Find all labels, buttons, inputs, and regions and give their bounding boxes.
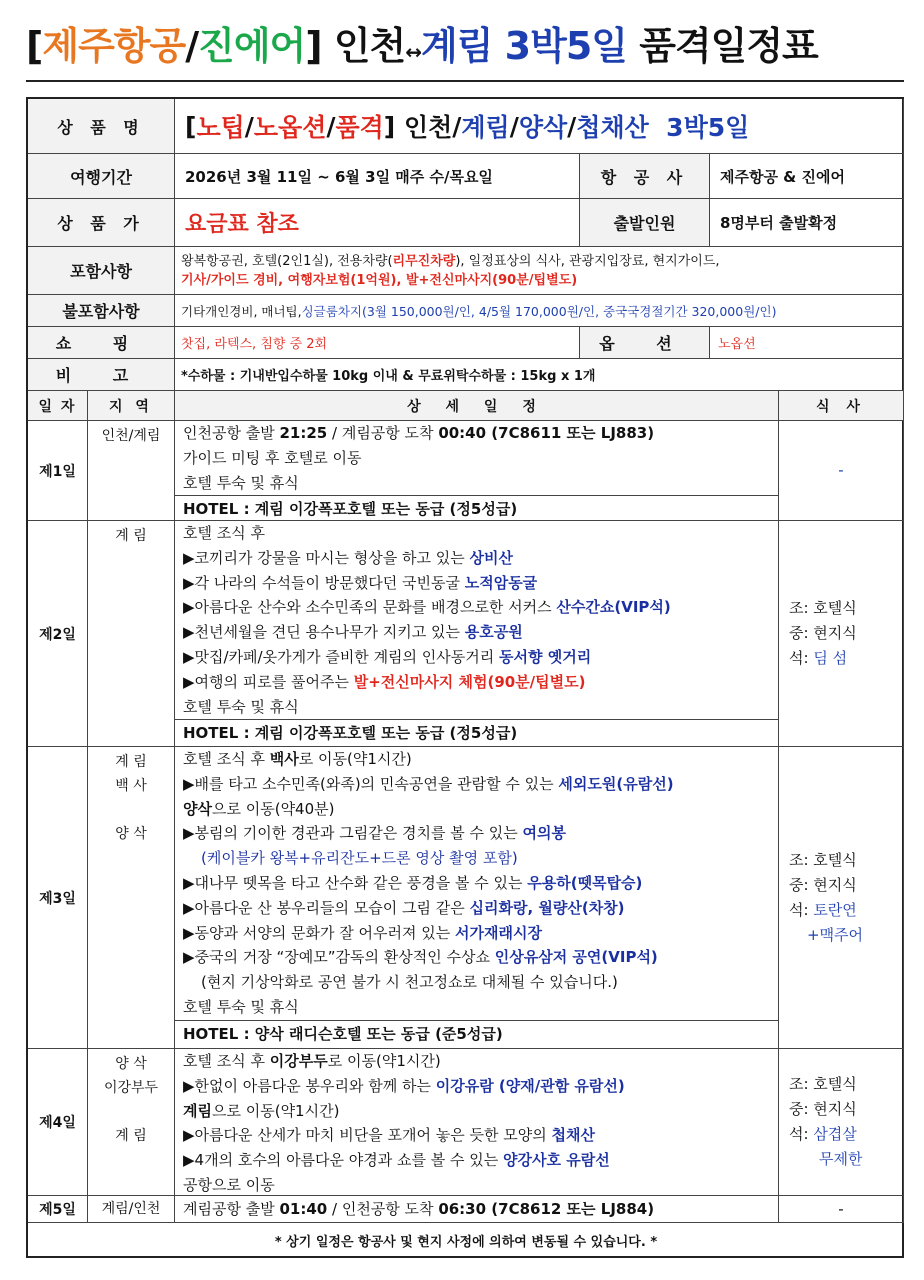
day-1-detail bbox=[175, 421, 779, 521]
day-2-meals: 조: 호텔식 중: 현지식 석: 딤 섬 bbox=[779, 521, 904, 747]
header-day: 일 자 bbox=[28, 391, 88, 421]
airline-value: 제주항공 & 진에어 bbox=[710, 154, 904, 199]
day-3-line: 호텔 투숙 및 휴식 bbox=[183, 997, 299, 1016]
day-1-region: 인천/계림 bbox=[88, 421, 175, 521]
page-title: [제주항공/진에어] 인천↔계림 3박5일 품격일정표 bbox=[26, 24, 818, 68]
day-3-line: ▶아름다운 산 봉우리들의 모습이 그림 같은 십리화랑, 월량산(차창) bbox=[183, 898, 625, 917]
day-3-line: (현지 기상악화로 공연 불가 시 천고정쇼로 대체될 수 있습니다.) bbox=[201, 973, 618, 992]
day-2-line: ▶아름다운 산수와 소수민족의 문화를 배경으로한 서커스 산수간쇼(VIP석) bbox=[183, 598, 671, 617]
include-value: 왕복항공권, 호텔(2인1실), 전용차량(리무진차량), 일정표상의 식사, 관광지입장료, 현지가이드, 기사/가이드 경비, 여행자보험(1억원), 발+전신마사지(90분/팁별도) bbox=[175, 247, 904, 295]
day-3-line: ▶동양과 서양의 문화가 잘 어우러져 있는 서가재래시장 bbox=[183, 923, 542, 942]
day-5-label: 제5일 bbox=[28, 1196, 88, 1223]
day-3-detail bbox=[175, 747, 779, 1049]
day-1-line: 호텔 투숙 및 휴식 bbox=[183, 473, 299, 492]
title-underline bbox=[26, 80, 904, 82]
product-label: 상 품 명 bbox=[28, 99, 175, 154]
day-3-line: ▶대나무 뗏목을 타고 산수화 같은 풍경을 볼 수 있는 우용하(뗏목탑승) bbox=[183, 873, 643, 892]
day-3-region: 계 림 백 사 양 삭 bbox=[88, 747, 175, 1049]
day-2-line: 호텔 조식 후 bbox=[183, 524, 265, 542]
price-label: 상 품 가 bbox=[28, 199, 175, 247]
itinerary-sheet bbox=[26, 97, 904, 1258]
day-1-line: 인천공항 출발 21:25 / 계림공항 도착 00:40 (7C8611 또는 LJ883) bbox=[183, 424, 655, 442]
day-4-line: ▶4개의 호수의 아름다운 야경과 쇼를 볼 수 있는 양강사호 유람선 bbox=[183, 1151, 610, 1170]
day-4-line: 공항으로 이동 bbox=[183, 1175, 275, 1194]
day-4-label: 제4일 bbox=[28, 1049, 88, 1196]
period-value: 2026년 3월 11일 ~ 6월 3일 매주 수/목요일 bbox=[175, 154, 580, 199]
day-2-line: ▶맛집/카페/옷가게가 즐비한 계림의 인사동거리 동서향 옛거리 bbox=[183, 647, 592, 666]
day-4-line: 호텔 조식 후 이강부두로 이동(약1시간) bbox=[183, 1052, 441, 1070]
day-3-line: (케이블카 왕복+유리잔도+드론 영상 촬영 포함) bbox=[201, 849, 518, 868]
header-detail: 상 세 일 정 bbox=[175, 391, 779, 421]
day-4-detail bbox=[175, 1049, 779, 1196]
day-3-label: 제3일 bbox=[28, 747, 88, 1049]
day-3-line: 양삭으로 이동(약40분) bbox=[183, 799, 335, 818]
title-airline-2: 진에어 bbox=[198, 24, 306, 68]
day-3-line: ▶중국의 거장 “장예모”감독의 환상적인 수상쇼 인상유삼저 공연(VIP석) bbox=[183, 948, 658, 967]
product-name: [ 노팁 / 노옵션 / 품격 ] 인천 / 계림 / 양삭 / 첩채산 3박5일 bbox=[175, 99, 904, 154]
day-2-line: ▶각 나라의 수석들이 방문했다던 국빈동굴 노적암동굴 bbox=[183, 573, 538, 592]
day-3-hotel: HOTEL : 양삭 래디슨호텔 또는 동급 (준5성급) bbox=[175, 1020, 778, 1046]
price-value: 요금표 참조 bbox=[175, 199, 580, 247]
title-airline-1: 제주항공 bbox=[42, 24, 186, 68]
day-5-meals: - bbox=[779, 1196, 904, 1223]
note-label: 비 고 bbox=[28, 359, 175, 391]
shopping-value: 찻집, 라텍스, 침향 중 2회 bbox=[175, 327, 580, 359]
day-3-meals: 조: 호텔식 중: 현지식 석: 토란연 +맥주어 bbox=[779, 747, 904, 1049]
day-3-line: 호텔 조식 후 백사로 이동(약1시간) bbox=[183, 750, 412, 768]
day-4-line: 계림으로 이동(약1시간) bbox=[183, 1101, 340, 1120]
min-pax-label: 출발인원 bbox=[580, 199, 710, 247]
day-2-line: ▶천년세월을 견딘 용수나무가 지키고 있는 용호공원 bbox=[183, 623, 523, 642]
day-1-line: 가이드 미팅 후 호텔로 이동 bbox=[183, 448, 362, 467]
exclude-label: 불포함사항 bbox=[28, 295, 175, 327]
day-4-line: ▶아름다운 산세가 마치 비단을 포개어 놓은 듯한 모양의 첩채산 bbox=[183, 1126, 595, 1145]
day-2-hotel: HOTEL : 계림 이강폭포호텔 또는 동급 (정5성급) bbox=[175, 719, 778, 745]
exclude-value: 기타개인경비, 매너팁, 싱글룸차지(3월 150,000원/인, 4/5월 170,000원/인, 중국국경절기간 320,000원/인) bbox=[175, 295, 904, 327]
day-3-line: ▶봉림의 기이한 경관과 그림같은 경치를 볼 수 있는 여의봉 bbox=[183, 824, 566, 843]
header-region: 지 역 bbox=[88, 391, 175, 421]
title-bar bbox=[26, 16, 904, 82]
shopping-label: 쇼 핑 bbox=[28, 327, 175, 359]
day-5-detail bbox=[175, 1196, 779, 1223]
day-2-detail bbox=[175, 521, 779, 747]
day-4-region: 양 삭 이강부두 계 림 bbox=[88, 1049, 175, 1196]
day-3-line: ▶배를 타고 소수민족(와족)의 민속공연을 관람할 수 있는 세외도원(유람선) bbox=[183, 774, 674, 793]
day-2-region: 계 림 bbox=[88, 521, 175, 747]
note-value: *수하물 : 기내반입수하물 10kg 이내 & 무료위탁수하물 : 15kg x 1개 bbox=[175, 359, 904, 391]
option-label: 옵 션 bbox=[580, 327, 710, 359]
day-5-line: 계림공항 출발 01:40 / 인천공항 도착 06:30 (7C8612 또는 LJ884) bbox=[183, 1200, 655, 1218]
period-label: 여행기간 bbox=[28, 154, 175, 199]
day-5-region: 계림/인천 bbox=[88, 1196, 175, 1223]
airline-label: 항 공 사 bbox=[580, 154, 710, 199]
include-label: 포함사항 bbox=[28, 247, 175, 295]
day-4-meals: 조: 호텔식 중: 현지식 석: 삼겹살 무제한 bbox=[779, 1049, 904, 1196]
min-pax-value: 8명부터 출발확정 bbox=[710, 199, 904, 247]
day-2-line: ▶코끼리가 강물을 마시는 형상을 하고 있는 상비산 bbox=[183, 548, 513, 567]
day-1-label: 제1일 bbox=[28, 421, 88, 521]
day-2-line: 호텔 투숙 및 휴식 bbox=[183, 697, 299, 716]
header-meal: 식 사 bbox=[779, 391, 904, 421]
day-2-line: ▶여행의 피로를 풀어주는 발+전신마사지 체험(90분/팁별도) bbox=[183, 672, 586, 691]
round-trip-arrow-icon: ↔ bbox=[405, 40, 422, 64]
option-value: 노옵션 bbox=[710, 327, 904, 359]
day-4-line: ▶한없이 아름다운 봉우리와 함께 하는 이강유람 (양재/관함 유람선) bbox=[183, 1076, 625, 1095]
footer-notice: * 상기 일정은 항공사 및 현지 사정에 의하여 변동될 수 있습니다. * bbox=[274, 1235, 658, 1250]
day-1-hotel: HOTEL : 계림 이강폭포호텔 또는 동급 (정5성급) bbox=[175, 495, 778, 521]
day-2-label: 제2일 bbox=[28, 521, 88, 747]
day-1-meals: - bbox=[779, 421, 904, 521]
